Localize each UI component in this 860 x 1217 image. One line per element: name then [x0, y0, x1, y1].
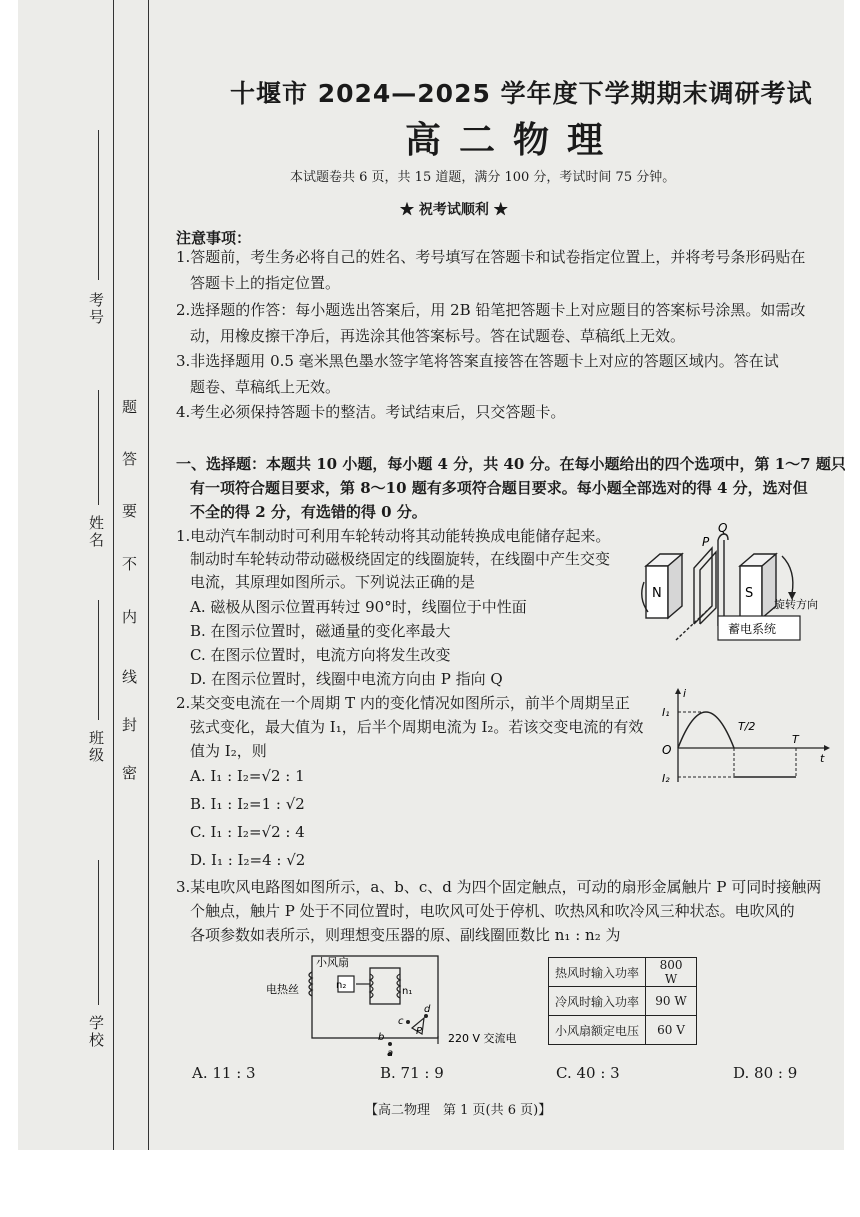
seal-char: 封	[122, 716, 138, 734]
field-blank	[98, 860, 99, 1005]
seal-char: 不	[122, 555, 138, 573]
i-axis-label: i	[683, 687, 687, 700]
seal-char: 内	[122, 608, 138, 626]
contact-b-label: b	[378, 1032, 385, 1043]
terminal-p-label: P	[702, 535, 710, 549]
field-school: 学校	[87, 1015, 105, 1049]
question-2-stem: 弦式变化，最大值为 I₁，后半个周期电流为 I₂。若该交变电流的有效	[190, 718, 644, 736]
exam-title: 十堰市 2024—2025 学年度下学期期末调研考试	[230, 79, 813, 108]
question-1-option-b: B. 在图示位置时，磁通量的变化率最大	[190, 622, 451, 640]
contact-c-label: c	[398, 1016, 404, 1027]
param-value: 800 W	[646, 958, 697, 987]
transformer-core	[370, 968, 400, 1004]
half-period-label: T/2	[738, 720, 756, 733]
field-blank	[98, 600, 99, 720]
section-instructions: 不全的得 2 分，有选错的得 0 分。	[190, 503, 427, 521]
i-axis-arrow-icon	[675, 688, 681, 694]
question-2-option-d: D. I₁ : I₂=4 : √2	[190, 851, 306, 869]
question-2-option-c: C. I₁ : I₂=√2 : 4	[190, 823, 305, 841]
section-instructions: 有一项符合题目要求，第 8～10 题有多项符合题目要求。每小题全部选对的得 4 分，选对但	[190, 479, 808, 497]
question-3-option-c: C. 40 : 3	[556, 1064, 620, 1082]
seal-char: 线	[122, 668, 138, 686]
margin-line	[113, 0, 114, 1150]
question-1-option-c: C. 在图示位置时，电流方向将发生改变	[190, 646, 451, 664]
rotation-direction-label: 旋转方向	[774, 598, 818, 611]
contact-d-label: d	[424, 1004, 431, 1015]
rotation-arrow	[782, 556, 793, 594]
magnet-n	[646, 554, 682, 618]
contact-a-label: a	[387, 1048, 394, 1058]
question-2-stem: 2.某交变电流在一个周期 T 内的变化情况如图所示，前半个周期呈正	[176, 694, 630, 712]
n2-label: n₂	[336, 980, 347, 991]
notice-line: 4.考生必须保持答题卡的整洁。考试结束后，只交答题卡。	[176, 403, 566, 421]
field-name: 姓名	[87, 515, 105, 549]
good-luck-line: ★ 祝考试顺利 ★	[400, 202, 508, 218]
i1-label: I₁	[662, 706, 670, 719]
question-1-stem: 制动时车轮转动带动磁极绕固定的线圈旋转，在线圈中产生交变	[190, 550, 611, 568]
question-1-stem: 1.电动汽车制动时可利用车轮转动将其动能转换成电能储存起来。	[176, 527, 611, 545]
fan-label: 小风扇	[316, 956, 349, 969]
table-row	[549, 987, 697, 1016]
contact-p-label: P	[416, 1026, 423, 1037]
question-3-stem: 个触点，触片 P 处于不同位置时，电吹风可处于停机、吹热风和吹冷风三种状态。电吹风的	[190, 902, 795, 920]
origin-label: O	[662, 743, 672, 757]
notice-line: 1.答题前，考生务必将自己的姓名、考号填写在答题卡和试卷指定位置上，并将考号条形码贴在	[176, 248, 806, 266]
svg-text:S: S	[745, 586, 754, 601]
binding-margin	[18, 0, 178, 1150]
margin-line	[148, 0, 149, 1150]
question-1-option-a: A. 磁极从图示位置再转过 90°时，线圈位于中性面	[190, 598, 527, 616]
notice-heading: 注意事项：	[176, 229, 252, 247]
question-1-stem: 电流，其原理如图所示。下列说法正确的是	[190, 573, 476, 591]
terminal-q-label: Q	[718, 521, 728, 535]
question-3-option-a: A. 11 : 3	[192, 1064, 256, 1082]
notice-line: 2.选择题的作答：每小题选出答案后，用 2B 铅笔把答题卡上对应题目的答案标号涂黑。如需改	[176, 301, 806, 319]
notice-line: 动，用橡皮擦干净后，再选涂其他答案标号。答在试题卷、草稿纸上无效。	[190, 327, 686, 345]
question-2-option-a: A. I₁ : I₂=√2 : 1	[190, 767, 305, 785]
param-value: 90 W	[646, 987, 697, 1016]
seal-char: 密	[122, 764, 138, 782]
n1-label: n₁	[402, 986, 413, 997]
field-blank	[98, 390, 99, 505]
svg-text:N: N	[652, 586, 662, 601]
seal-char: 答	[122, 450, 138, 468]
notice-line: 题卷、草稿纸上无效。	[190, 378, 341, 396]
question-3-option-b: B. 71 : 9	[380, 1064, 444, 1082]
param-value: 60 V	[646, 1016, 697, 1045]
field-blank	[98, 130, 99, 280]
subject-title: 高二物理	[405, 120, 622, 161]
magnet-s	[740, 554, 776, 618]
table-row	[549, 958, 697, 987]
period-label: T	[792, 733, 799, 746]
question-3-stem: 3.某电吹风电路图如图所示，a、b、c、d 为四个固定触点，可动的扇形金属触片 P 可同时接触两	[176, 878, 822, 896]
storage-system-label: 蓄电系统	[728, 622, 777, 636]
page-footer: 【高二物理 第 1 页(共 6 页)】	[365, 1103, 552, 1118]
current-graph	[656, 686, 830, 784]
section-instructions: 一、选择题：本题共 10 小题，每小题 4 分，共 40 分。在每小题给出的四个选项中，第 1～7 题只	[176, 455, 846, 473]
param-label: 冷风时输入功率	[549, 987, 646, 1016]
field-exam-number: 考号	[87, 292, 105, 326]
supply-label: 220 V 交流电	[448, 1032, 517, 1045]
question-3-option-d: D. 80 : 9	[733, 1064, 798, 1082]
question-2-stem: 值为 I₂，则	[190, 742, 267, 760]
param-label: 小风扇额定电压	[549, 1016, 646, 1045]
question-1-option-d: D. 在图示位置时，线圈中电流方向由 P 指向 Q	[190, 670, 503, 688]
table-row	[549, 1016, 697, 1045]
notice-line: 答题卡上的指定位置。	[190, 274, 341, 292]
seal-char: 题	[122, 398, 138, 416]
sine-half-wave	[678, 712, 734, 748]
question-3-stem: 各项参数如表所示，则理想变压器的原、副线圈匝数比 n₁ : n₂ 为	[190, 926, 621, 944]
hair-dryer-circuit	[262, 948, 524, 1058]
t-axis-arrow-icon	[824, 745, 830, 751]
field-class: 班级	[87, 730, 105, 764]
notice-line: 3.非选择题用 0.5 毫米黑色墨水签字笔将答案直接答在答题卡上对应的答题区域内。答在试	[176, 352, 779, 370]
t-axis-label: t	[820, 752, 825, 765]
question-2-option-b: B. I₁ : I₂=1 : √2	[190, 795, 305, 813]
generator-diagram	[636, 520, 832, 650]
heater-label: 电热丝	[266, 983, 299, 996]
seal-char: 要	[122, 502, 138, 520]
i2-label: I₂	[662, 772, 670, 784]
exam-info: 本试题卷共 6 页，共 15 道题，满分 100 分，考试时间 75 分钟。	[290, 170, 676, 185]
dryer-parameters-table	[548, 957, 697, 1045]
param-label: 热风时输入功率	[549, 958, 646, 987]
